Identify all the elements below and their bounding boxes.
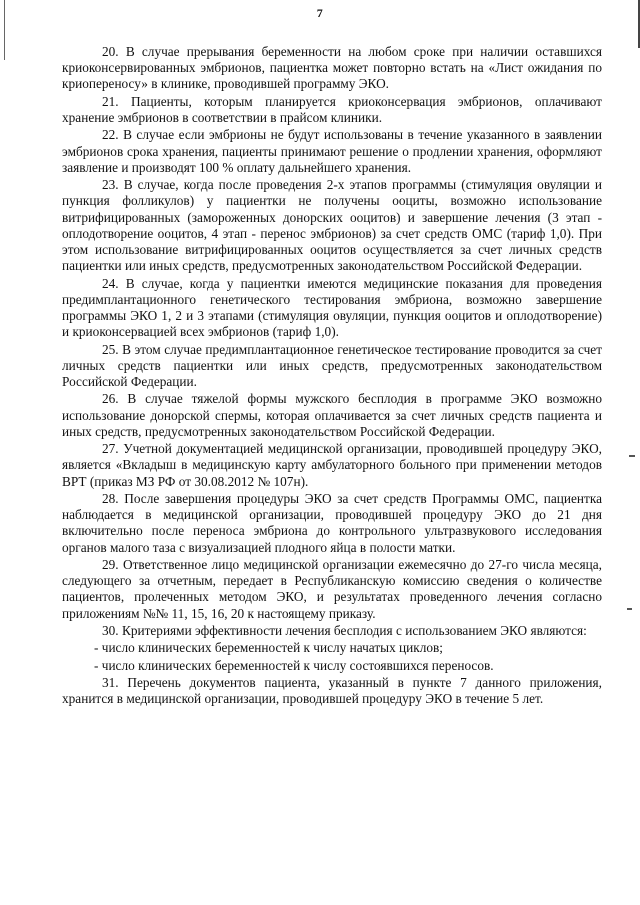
scan-edge-mark [629, 455, 635, 457]
paragraph-21: 21. Пациенты, которым планируется криоконсервация эмбрионов, оплачивают хранение эмбрионов в соответствии в прайсом клиники. [62, 93, 602, 125]
paragraph-27: 27. Учетной документацией медицинской организации, проводившей процедуру ЭКО, является «Вкладыш в медицинскую карту амбулаторного больного при применении методов ВРТ (приказ МЗ РФ от 30.08.2012 № 107н). [62, 441, 602, 489]
paragraph-25: 25. В этом случае предимплантационное генетическое тестирование проводится за счет личных средств пациентки или иных средств, предусмотренных законодательством Российской Федерации. [62, 341, 602, 389]
document-body [62, 44, 602, 709]
paragraph-23: 23. В случае, когда после проведения 2-х этапов программы (стимуляция овуляции и пункция фолликулов) у пациентки не получены ооциты, возможно использование витрифицированных (замороженных донорских ооцитов) и завершение лечения (3 этап - оплодотворение ооцитов, 4 этап - перенос эмбрионов) за счет средств ОМС (тариф 1,0). При этом использование витрифицированных ооцитов осуществляется за счет личных средств пациентки или иных средств, предусмотренных законодательством Российской Федерации. [62, 177, 602, 274]
scan-edge-mark [627, 608, 632, 610]
paragraph-26: 26. В случае тяжелой формы мужского бесплодия в программе ЭКО возможно использование донорской спермы, которая оплачивается за счет личных средств пациента и иных средств, предусмотренных законодательством Российской Федерации. [62, 391, 602, 439]
paragraph-30: 30. Критериями эффективности лечения бесплодия с использованием ЭКО являются: [102, 622, 587, 638]
criteria-list-item: - число клинических беременностей к числу состоявшихся переносов. [94, 657, 494, 673]
paragraph-22: 22. В случае если эмбрионы не будут использованы в течение указанного в заявлении эмбрионов срока хранения, пациенты принимают решение о продлении хранения, оформляют заявление и производят 100 % оплату дальнейшего хранения. [62, 127, 602, 175]
paragraph-24: 24. В случае, когда у пациентки имеются медицинские показания для проведения предимплантационного генетического тестирования эмбриона, возможно завершение программы ЭКО 1, 2 и 3 этапами (стимуляция овуляции, пункция ооцитов и оплодотворение) и криоконсервацией всех эмбрионов (тариф 1,0). [62, 275, 602, 340]
paragraph-29: 29. Ответственное лицо медицинской организации ежемесячно до 27-го числа месяца, следующего за отчетным, передает в Республиканскую комиссию сведения о количестве пациентов, пролеченных методом ЭКО, и результатах проведенного лечения согласно приложениям №№ 11, 15, 16, 20 к настоящему приказу. [62, 556, 602, 621]
criteria-list-item: - число клинических беременностей к числу начатых циклов; [94, 640, 443, 656]
paragraph-31: 31. Перечень документов пациента, указанный в пункте 7 данного приложения, хранится в медицинской организации, проводившей процедуру ЭКО в течение 5 лет. [62, 675, 602, 707]
page-number: 7 [316, 6, 324, 20]
paragraph-28: 28. После завершения процедуры ЭКО за счет средств Программы ОМС, пациентка наблюдается в медицинской организации, проводившей процедуру ЭКО до 21 дня включительно после переноса эмбриона до контрольного ультразвукового исследования органов малого таза с визуализацией плодного яйца в полости матки. [62, 490, 602, 555]
paragraph-20: 20. В случае прерывания беременности на любом сроке при наличии оставшихся криоконсервированных эмбрионов, пациентка может повторно встать на «Лист ожидания по криопереносу» в клинике, проводившей программу ЭКО. [62, 44, 602, 92]
